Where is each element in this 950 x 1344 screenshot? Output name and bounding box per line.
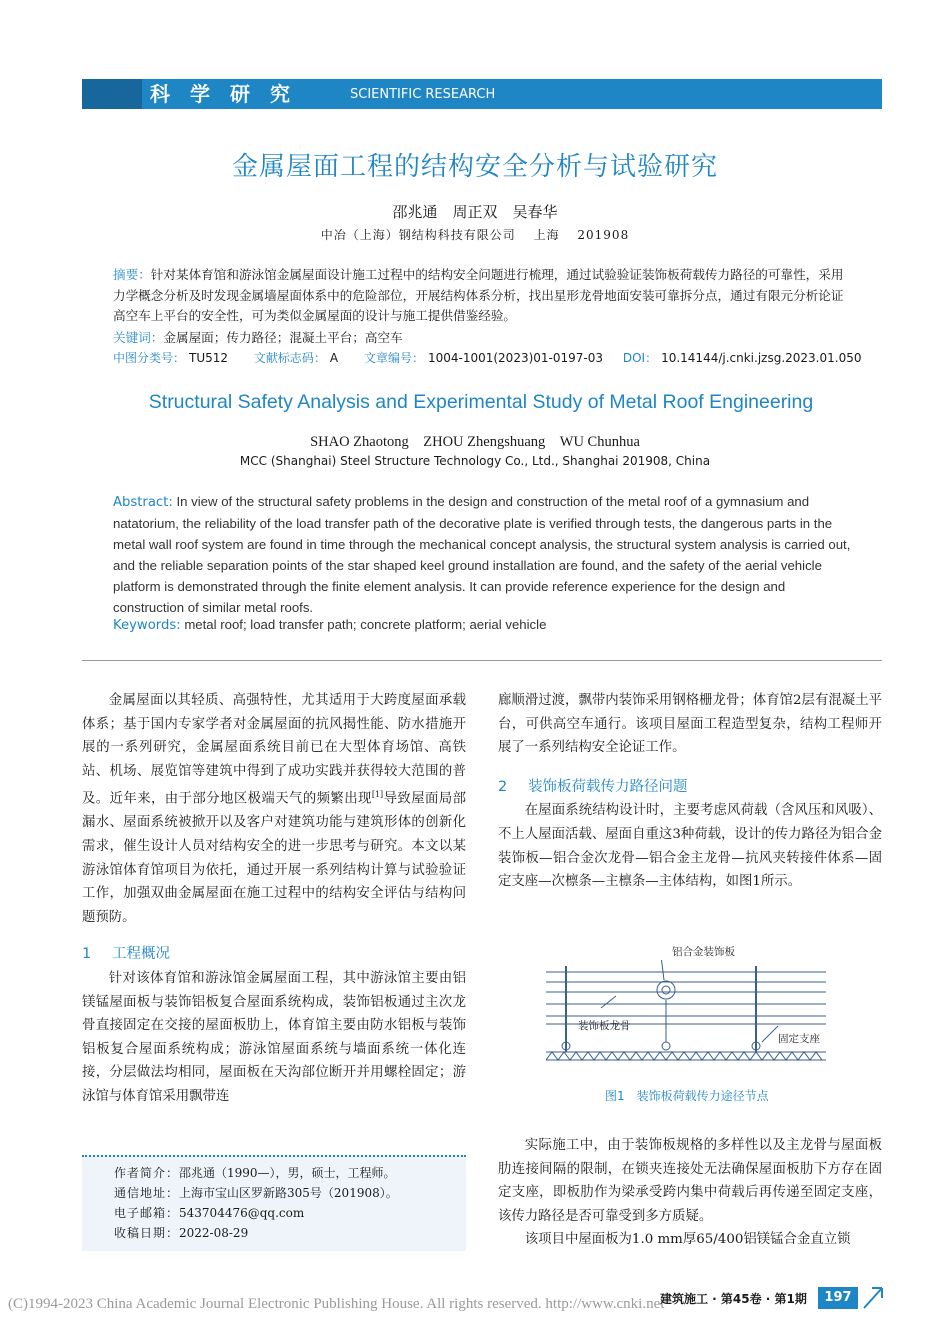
intro-paragraph xyxy=(82,689,466,929)
address-value: 上海市宝山区罗新路305号（201908）。 xyxy=(179,1186,398,1200)
email-value: 543704476@qq.com xyxy=(179,1206,305,1220)
clc-value: TU512 xyxy=(189,351,229,365)
author-footnote xyxy=(82,1155,466,1251)
doc-code-value: A xyxy=(329,351,339,365)
figure-label-keel: 装饰板龙骨 xyxy=(578,1020,631,1032)
figure-label-plate: 铝合金装饰板 xyxy=(672,946,735,958)
keywords-cn-label: 关键词： xyxy=(113,330,164,345)
journal-info: 建筑施工 · 第45卷 · 第1期 xyxy=(660,1292,807,1306)
section-1-paragraph: 针对该体育馆和游泳馆金属屋面工程，其中游泳馆主要由铝镁锰屋面板与装饰铝板复合屋面系统构成，装饰铝板通过主次龙骨直接固定在交接的屋面板肋上，体育馆主要由防水铝板与装饰铝板复合屋面系统构成；游泳馆屋面系统与墙面系统一体化连接，分层做法均相同，屋面板在天沟部位断开并用螺栓固定；游泳馆与体育馆采用飘带连 xyxy=(82,971,466,1104)
copyright-notice: (C)1994-2023 China Academic Journal Electronic Publishing House. All rights reserved. http://www.cnki.net xyxy=(8,1296,665,1312)
keywords-en-text: metal roof; load transfer path; concrete platform; aerial vehicle xyxy=(184,617,547,632)
page-corner-arrow-icon xyxy=(862,1286,884,1310)
address-label: 通信地址： xyxy=(114,1186,180,1200)
paper-title-cn: 金属屋面工程的结构安全分析与试验研究 xyxy=(231,152,718,182)
abstract-cn-text: 针对某体育馆和游泳馆金属屋面设计施工过程中的结构安全问题进行梳理，通过试验验证装饰板荷载传力路径的可靠性，采用力学概念分析及时发现金属墙屋面体系中的危险部位，开展结构体系分析，找出星形龙骨地面安装可靠拆分点，通过有限元分析论证高空车上平台的安全性，可为类似金属屋面的设计与施工提供借鉴经验。 xyxy=(113,267,844,323)
section-2-heading xyxy=(498,776,882,800)
received-value: 2022-08-29 xyxy=(179,1226,249,1240)
article-meta xyxy=(113,349,866,366)
doi-value: 10.14144/j.cnki.jzsg.2023.01.050 xyxy=(661,351,862,365)
abstract-en xyxy=(113,491,853,618)
authors-en: SHAO Zhaotong ZHOU Zhengshuang WU Chunhua xyxy=(310,434,640,450)
affiliation-en: MCC (Shanghai) Steel Structure Technology Co., Ltd., Shanghai 201908, China xyxy=(239,454,711,468)
section-2-number: 2 xyxy=(498,778,508,795)
email-label: 电子邮箱： xyxy=(114,1206,180,1220)
abstract-cn xyxy=(113,265,853,327)
figure-1-caption: 图1 装饰板荷载传力途径节点 xyxy=(605,1089,769,1103)
doi-label: DOI： xyxy=(622,351,658,365)
clc-label: 中图分类号： xyxy=(113,351,186,365)
section-1-number: 1 xyxy=(82,946,92,963)
body-right-column xyxy=(498,689,882,894)
figure-label-support: 固定支座 xyxy=(778,1033,820,1045)
body-right-column-lower xyxy=(498,1134,882,1252)
author-value: 邵兆通（1990—），男，硕士，工程师。 xyxy=(179,1166,396,1180)
section-2-paragraph-1: 在屋面系统结构设计时，主要考虑风荷载（含风压和风吸）、不上人屋面活载、屋面自重这3种荷载，设计的传力路径为铝合金装饰板—铝合金次龙骨—铝合金主龙骨—抗风夹转接件体系—固定支座—次檩条—主檩条—主体结构，如图1所示。 xyxy=(498,803,882,890)
section-label-en: SCIENTIFIC RESEARCH xyxy=(350,87,496,102)
received-label: 收稿日期： xyxy=(114,1226,180,1240)
header-banner-accent xyxy=(82,79,142,109)
section-label-cn: 科学研究 xyxy=(150,82,310,106)
section-1-title: 工程概况 xyxy=(112,946,170,963)
article-no-label: 文章编号： xyxy=(363,351,424,365)
authors-cn: 邵兆通 周正双 吴春华 xyxy=(392,203,558,221)
abstract-en-label: Abstract: xyxy=(113,495,173,510)
doc-code-label: 文献标志码： xyxy=(253,351,326,365)
divider xyxy=(82,660,882,661)
keywords-cn xyxy=(113,328,853,349)
intro-text-b: 导致屋面局部漏水、屋面系统被掀开以及客户对建筑功能与建筑形体的创新化需求，催生设计人员对结构安全的进一步思考与研究。本文以某游泳馆体育馆项目为依托，通过开展一系列结构计算与试验验证工作，加强双曲金属屋面在施工过程中的结构安全评估与结构问题预防。 xyxy=(82,791,466,925)
keywords-en-label: Keywords: xyxy=(113,618,181,633)
section-2-title: 装饰板荷载传力路径问题 xyxy=(528,778,688,795)
section-2-paragraph-2: 实际施工中，由于装饰板规格的多样性以及主龙骨与屋面板肋连接间隔的限制，在锁夹连接处无法确保屋面板肋下方存在固定支座，即板肋作为梁承受跨内集中荷载后再传递至固定支座，该传力路径是否可靠受到多方质疑。 xyxy=(498,1138,882,1224)
author-label: 作者简介： xyxy=(114,1166,180,1180)
section-1-heading xyxy=(82,943,466,967)
body-left-column xyxy=(82,689,466,1109)
section-1-paragraph-cont: 廊顺滑过渡，飘带内装饰采用钢格栅龙骨；体育馆2层有混凝土平台，可供高空车通行。该项目屋面工程造型复杂，结构工程师开展了一系列结构安全论证工作。 xyxy=(498,693,882,756)
abstract-en-text: In view of the structural safety problems in the design and construction of the metal roof of a gymnasium and natatorium, the reliability of the load transfer path of the decorative plate is verified through tests, the dangerous parts in the metal wall roof system are found in time through the mechanical concept analysis, the structural system analysis is carried out, and the reliable separation points of the star shaped keel ground installation are found, and the safety of the aerial vehicle platform is demonstrated through the finite element analysis. It can provide reference experience for the design and construction of similar metal roofs. xyxy=(113,494,851,615)
intro-text-a: 金属屋面以其轻质、高强特性，尤其适用于大跨度屋面承载体系；基于国内专家学者对金属屋面的抗风揭性能、防水措施开展的一系列研究，金属屋面系统目前已在大型体育场馆、高铁站、机场、展览馆等建筑中得到了成功实践并获得较大范围的普及。近年来，由于部分地区极端天气的频繁出现 xyxy=(82,693,466,807)
affiliation-cn: 中冶（上海）钢结构科技有限公司 上海 201908 xyxy=(320,228,630,242)
paper-title-en: Structural Safety Analysis and Experimental Study of Metal Roof Engineering xyxy=(148,391,814,413)
abstract-cn-label: 摘要： xyxy=(113,267,151,282)
keywords-en xyxy=(113,617,546,633)
page-number: 197 xyxy=(818,1287,858,1309)
keywords-cn-text: 金属屋面；传力路径；混凝土平台；高空车 xyxy=(163,330,403,345)
article-no-value: 1004-1001(2023)01-0197-03 xyxy=(427,351,604,365)
citation-ref: [1] xyxy=(371,790,384,800)
section-2-paragraph-3: 该项目中屋面板为1.0 mm厚65/400铝镁锰合金直立锁 xyxy=(524,1232,851,1248)
